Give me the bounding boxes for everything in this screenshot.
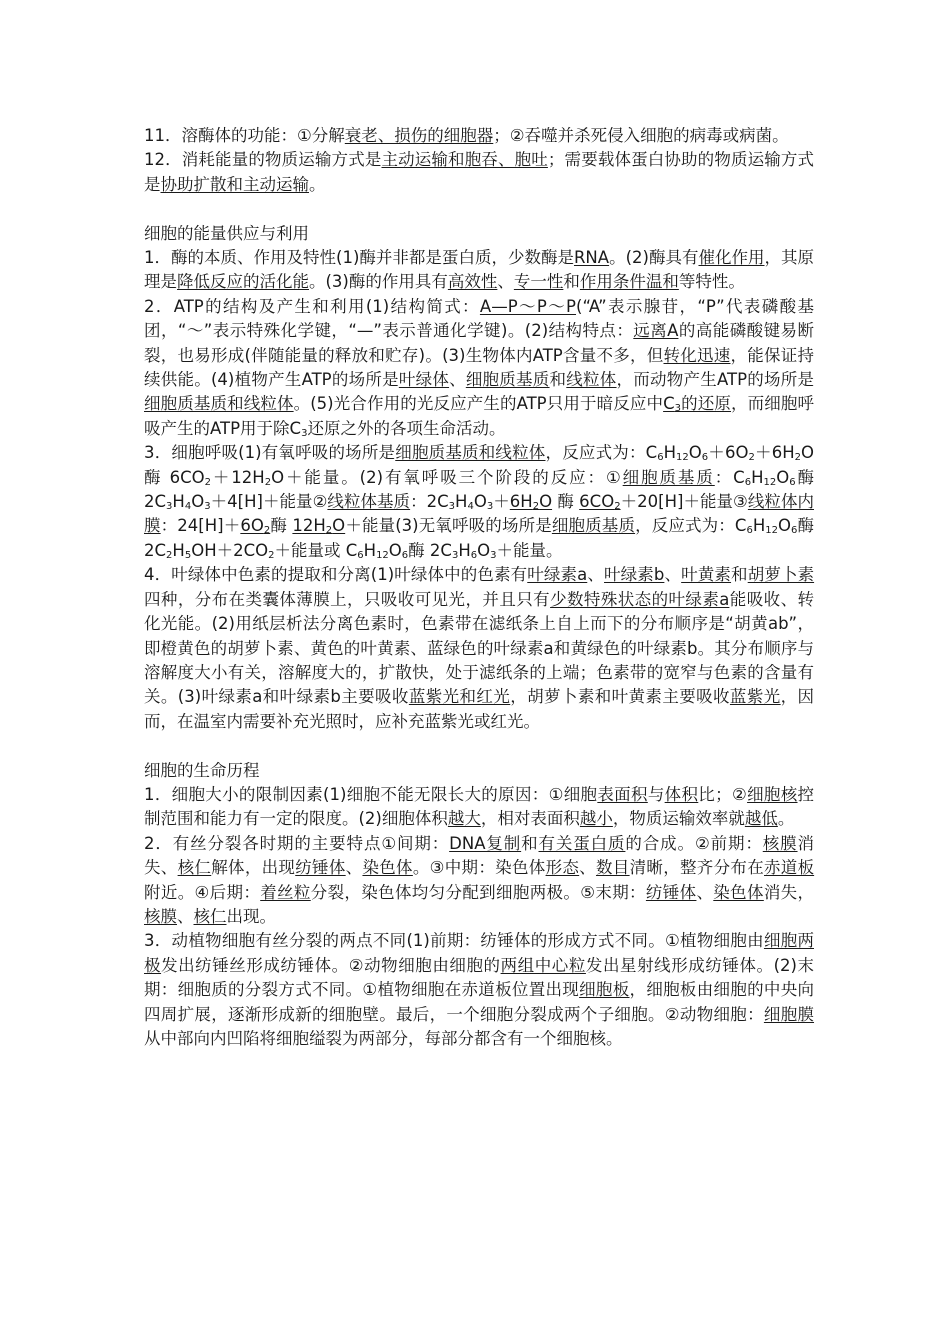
energy-item-1: 1．酶的本质、作用及特性(1)酶并非都是蛋白质，少数酶是RNA。(2)酶具有催化作用，其原理是降低反应的活化能。(3)酶的作用具有高效性、专一性和作用条件温和等特性。 xyxy=(144,248,815,292)
section-heading-life-cycle: 细胞的生命历程 xyxy=(144,760,260,780)
energy-item-2: 2．ATP的结构及产生和利用(1)结构简式：A—P～P～P(“A”表示腺苷，“P”代表磷酸基团，“～”表示特殊化学键，“—”表示普通化学键)。(2)结构特点：远离A的高能磷酸键易断裂，也易形成(伴随能量的释放和贮存)。(3)生物体内ATP含量不多，但转化迅速，能保证持续供能。(4)植物产生ATP的场所是叶绿体、细胞质基质和线粒体，而动物产生ATP的场所是细胞质基质和线粒体。(5)光合作用的光反应产生的ATP只用于暗反应中$C_3$的还原，而细胞呼吸产生的ATP用于除$C_3$还原之外的各项生命活动。 xyxy=(144,296,815,439)
item-11: 11．溶酶体的功能：①分解衰老、损伤的细胞器；②吞噬并杀死侵入细胞的病毒或病菌。 xyxy=(144,126,789,145)
life-item-2: 2．有丝分裂各时期的主要特点①间期：DNA复制和有关蛋白质的合成。②前期：核膜消失、核仁解体，出现纺锤体、染色体。③中期：染色体形态、数目清晰，整齐分布在赤道板附近。④后期：着丝粒分裂，染色体均匀分配到细胞两极。⑤末期：纺锤体、染色体消失，核膜、核仁出现。 xyxy=(144,833,815,926)
energy-item-3: 3．细胞呼吸(1)有氧呼吸的场所是细胞质基质和线粒体，反应式为：$C_6H_{12}O_6+6O_2+6H_2O$ 酶 $6CO_2+12H_2O+$能量。(2)有氧呼吸三个阶段的反应：①细胞质基质：$C_6H_{12}O_6$酶 $2C_3H_4O_3+4[H]+$能量②线粒体基质：$2C_3H_4O_3+6H_2O$ 酶 $6CO_2+20[H]+$能量③线粒体内膜：$24[H]+6O_2$酶 $12H_2O+$能量(3)无氧呼吸的场所是细胞质基质，反应式为：$C_6H_{12}O_6$酶 $2C_2H_5OH+2CO_2+$能量或 $C_6H_{12}O_6$酶 $2C_3H_6O_3+$能量。 xyxy=(144,443,815,561)
item-12: 12．消耗能量的物质运输方式是主动运输和胞吞、胞吐；需要载体蛋白协助的物质运输方式是协助扩散和主动运输。 xyxy=(144,150,815,194)
document-page xyxy=(144,124,814,1051)
energy-item-4: 4．叶绿体中色素的提取和分离(1)叶绿体中的色素有叶绿素a、叶绿素b、叶黄素和胡萝卜素四种，分布在类囊体薄膜上，只吸收可见光，并且只有少数特殊状态的叶绿素a能吸收、转化光能。(2)用纸层析法分离色素时，色素带在滤纸条上自上而下的分布顺序是“胡黄ab”，即橙黄色的胡萝卜素、黄色的叶黄素、蓝绿色的叶绿素a和黄绿色的叶绿素b。其分布顺序与溶解度大小有关，溶解度大的，扩散快，处于滤纸条的上端；色素带的宽窄与色素的含量有关。(3)叶绿素a和叶绿素b主要吸收蓝紫光和红光，胡萝卜素和叶黄素主要吸收蓝紫光，因而，在温室内需要补充光照时，应补充蓝紫光或红光。 xyxy=(144,565,815,731)
life-item-1: 1．细胞大小的限制因素(1)细胞不能无限长大的原因：①细胞表面积与体积比；②细胞核控制范围和能力有一定的限度。(2)细胞体积越大，相对表面积越小，物质运输效率就越低。 xyxy=(144,784,815,829)
section-heading-energy: 细胞的能量供应与利用 xyxy=(144,223,309,243)
life-item-3: 3．动植物细胞有丝分裂的两点不同(1)前期：纺锤体的形成方式不同。①植物细胞由细胞两极发出纺锤丝形成纺锤体。②动物细胞由细胞的两组中心粒发出星射线形成纺锤体。(2)末期：细胞质的分裂方式不同。①植物细胞在赤道板位置出现细胞板，细胞板由细胞的中央向四周扩展，逐渐形成新的细胞壁。最后，一个细胞分裂成两个子细胞。②动物细胞：细胞膜从中部向内凹陷将细胞缢裂为两部分，每部分都含有一个细胞核。 xyxy=(144,931,815,1048)
